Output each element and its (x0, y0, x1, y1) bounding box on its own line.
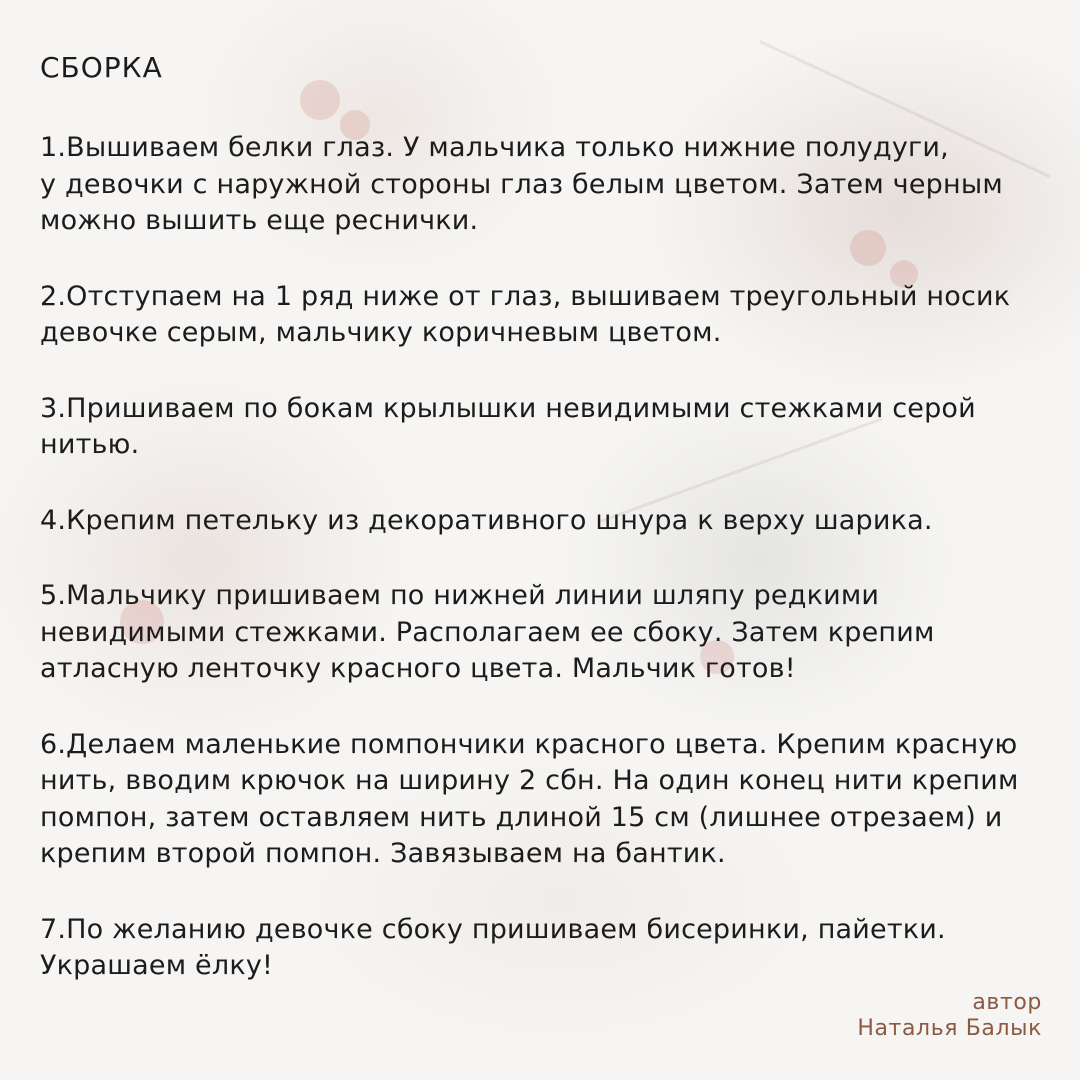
author-name: Наталья Балык (857, 1016, 1042, 1041)
step-2: 2.Отступаем на 1 ряд ниже от глаз, вышиваем треугольный носик девочке серым, мальчику коричневым цветом. (40, 280, 1011, 348)
author-credit (857, 990, 1042, 1042)
step-4: 4.Крепим петельку из декоративного шнура к верху шарика. (40, 504, 933, 536)
step-6: 6.Делаем маленькие помпончики красного цвета. Крепим красную нить, вводим крючок на ширину 2 сбн. На один конец нити крепим помпон, затем оставляем нить длиной 15 см (лишнее отрезаем) и крепим второй помпон. Завязываем на бантик. (40, 728, 1019, 869)
step-3: 3.Пришиваем по бокам крылышки невидимыми стежками серой нитью. (40, 392, 976, 460)
author-label: автор (972, 990, 1042, 1015)
step-1: 1.Вышиваем белки глаз. У мальчика только нижние полудуги, у девочки с наружной стороны глаз белым цветом. Затем черным можно вышить еще реснички. (40, 132, 1003, 236)
step-7: 7.По желанию девочке сбоку пришиваем бисеринки, пайетки. Украшаем ёлку! (40, 913, 946, 981)
page-title: СБОРКА (40, 51, 163, 84)
step-5: 5.Мальчику пришиваем по нижней линии шляпу редкими невидимыми стежками. Располагаем ее сбоку. Затем крепим атласную ленточку красного цвета. Мальчик готов! (40, 580, 935, 684)
